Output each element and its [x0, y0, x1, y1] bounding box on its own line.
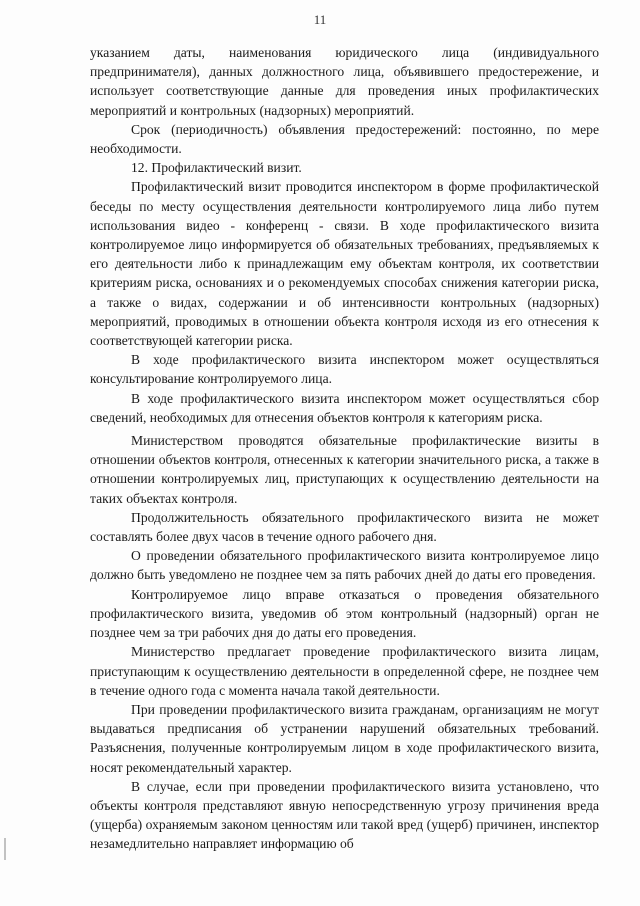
paragraph-mandatory-visits: Министерством проводятся обязательные профилактические визиты в отношении объектов контроля, отнесенных к категории значительного риска, а также в отношении контролируемых лиц, приступающих к осуществлению деятельности на таких объектах контроля.: [90, 433, 599, 506]
document-body: [90, 43, 599, 854]
paragraph-visit-consulting: В ходе профилактического визита инспектором может осуществляться консультирование контролируемого лица.: [90, 352, 599, 387]
page-number: 11: [313, 12, 327, 27]
paragraph-no-orders: При проведении профилактического визита гражданам, организациям не могут выдаваться предписания об устранении нарушений обязательных требований. Разъяснения, полученные контролируемым лицом в ходе профилактического визита, носят рекомендательный характер.: [90, 701, 599, 775]
paragraph-warning-period: Срок (периодичность) объявления предостережений: постоянно, по мере необходимости.: [90, 121, 599, 157]
paragraph-threat-case: В случае, если при проведении профилактического визита установлено, что объекты контроля представляют явную непосредственную угрозу причинения вреда (ущерба) охраняемым законом ценностям или такой вред (ущерб) причинен, инспектор незамедлительно направляет информацию об: [90, 778, 599, 852]
scan-edge-mark: [4, 838, 6, 860]
paragraph-continuation: указанием даты, наименования юридического лица (индивидуального предпринимателя), данных должностного лица, объявившего предостережение, и использует соответствующие данные для проведения иных профилактических мероприятий и контрольных (надзорных) мероприятий.: [90, 45, 599, 118]
section-heading-preventive-visit: 12. Профилактический визит.: [131, 160, 302, 176]
paragraph-visit-notification: О проведении обязательного профилактического визита контролируемое лицо должно быть уведомлено не позднее чем за пять рабочих дней до даты его проведения.: [90, 548, 599, 583]
paragraph-visit-offer: Министерство предлагает проведение профилактического визита лицам, приступающим к осуществлению деятельности в определенной сфере, не позднее чем в течение одного года с момента начала такой деятельности.: [90, 644, 599, 698]
paragraph-visit-refusal: Контролируемое лицо вправе отказаться о проведения обязательного профилактического визита, уведомив об этом контрольный (надзорный) орган не позднее чем за три рабочих дня до даты его проведения.: [90, 586, 599, 641]
paragraph-visit-duration: Продолжительность обязательного профилактического визита не может составлять более двух часов в течение одного рабочего дня.: [90, 509, 599, 545]
paragraph-visit-description: Профилактический визит проводится инспектором в форме профилактической беседы по месту осуществления деятельности контролируемого лица либо путем использования видео - конференц - связи. В ходе профилактического визита контролируемое лицо информируется об обязательных требованиях, предъявляемых к его деятельности либо к принадлежащим ему объектам контроля, их соответствии критериям риска, основаниях и о рекомендуемых способах снижения категории риска, а также о видах, содержании и об интенсивности контрольных (надзорных) мероприятий, проводимых в отношении объекта контроля исходя из его отнесения к соответствующей категории риска.: [90, 179, 599, 349]
paragraph-visit-data-collection: В ходе профилактического визита инспектором может осуществляться сбор сведений, необходимых для отнесения объектов контроля к категориям риска.: [90, 390, 599, 425]
